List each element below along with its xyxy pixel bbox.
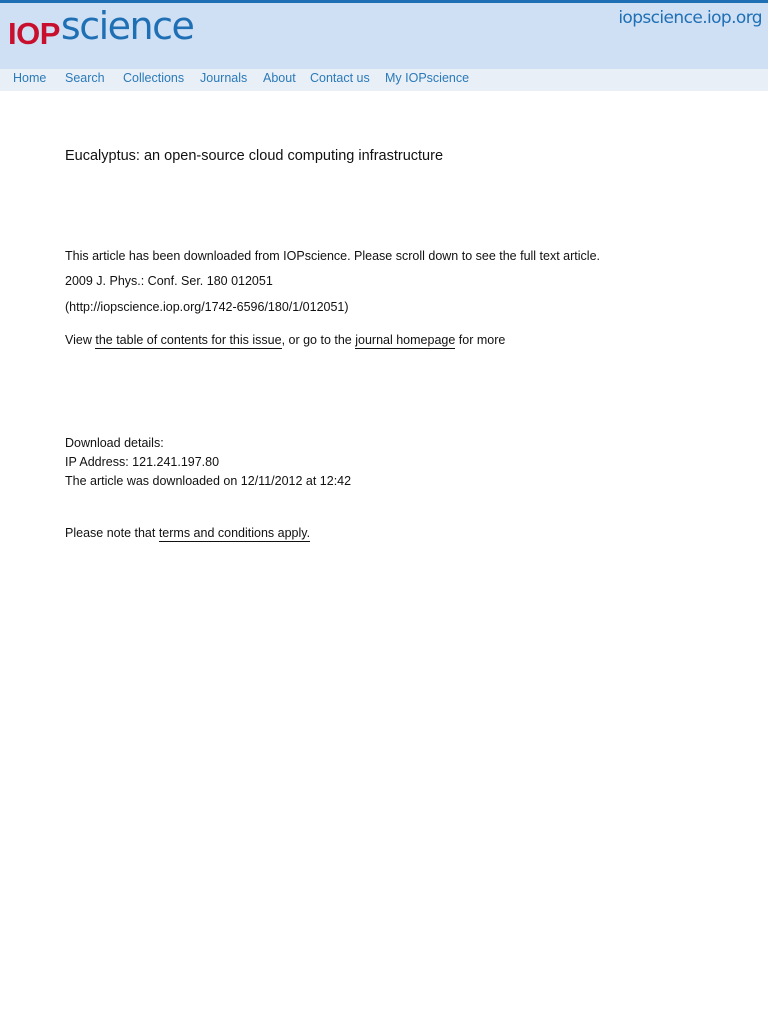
nav-my-iopscience[interactable]: My IOPscience [385,71,470,85]
terms-line [65,525,310,541]
nav-home[interactable]: Home [13,71,47,85]
journal-homepage-link[interactable]: journal homepage [355,333,456,347]
nav-search[interactable]: Search [65,71,105,85]
download-date-line: The article was downloaded on 12/11/2012 at 12:42 [65,474,352,488]
main-nav [0,69,768,91]
article-url: (http://iopscience.iop.org/1742-6596/180/1/012051) [65,300,349,314]
download-notice: This article has been downloaded from IOPscience. Please scroll down to see the full text article. [65,249,600,263]
view-middle: , or go to the [281,333,356,347]
site-url-link[interactable]: iopscience.iop.org [618,8,762,28]
terms-link[interactable]: terms and conditions apply. [158,526,311,540]
nav-contact-us[interactable]: Contact us [310,71,370,85]
masthead [0,3,768,69]
download-details-heading: Download details: [65,436,164,450]
view-suffix: for more [455,333,506,347]
ip-address-line: IP Address: 121.241.197.80 [65,455,220,469]
nav-journals[interactable]: Journals [200,71,248,85]
nav-about[interactable]: About [263,71,296,85]
terms-prefix: Please note that [65,526,159,540]
article-title: Eucalyptus: an open-source cloud computing infrastructure [65,148,444,164]
logo-iop-text: IOP [8,16,60,51]
logo-science-text: science [60,4,194,48]
view-links-line [65,332,505,348]
article-citation: 2009 J. Phys.: Conf. Ser. 180 012051 [65,274,273,288]
toc-link[interactable]: the table of contents for this issue [95,333,282,347]
nav-collections[interactable]: Collections [123,71,185,85]
view-prefix: View [65,333,96,347]
iopscience-logo[interactable] [8,3,193,53]
